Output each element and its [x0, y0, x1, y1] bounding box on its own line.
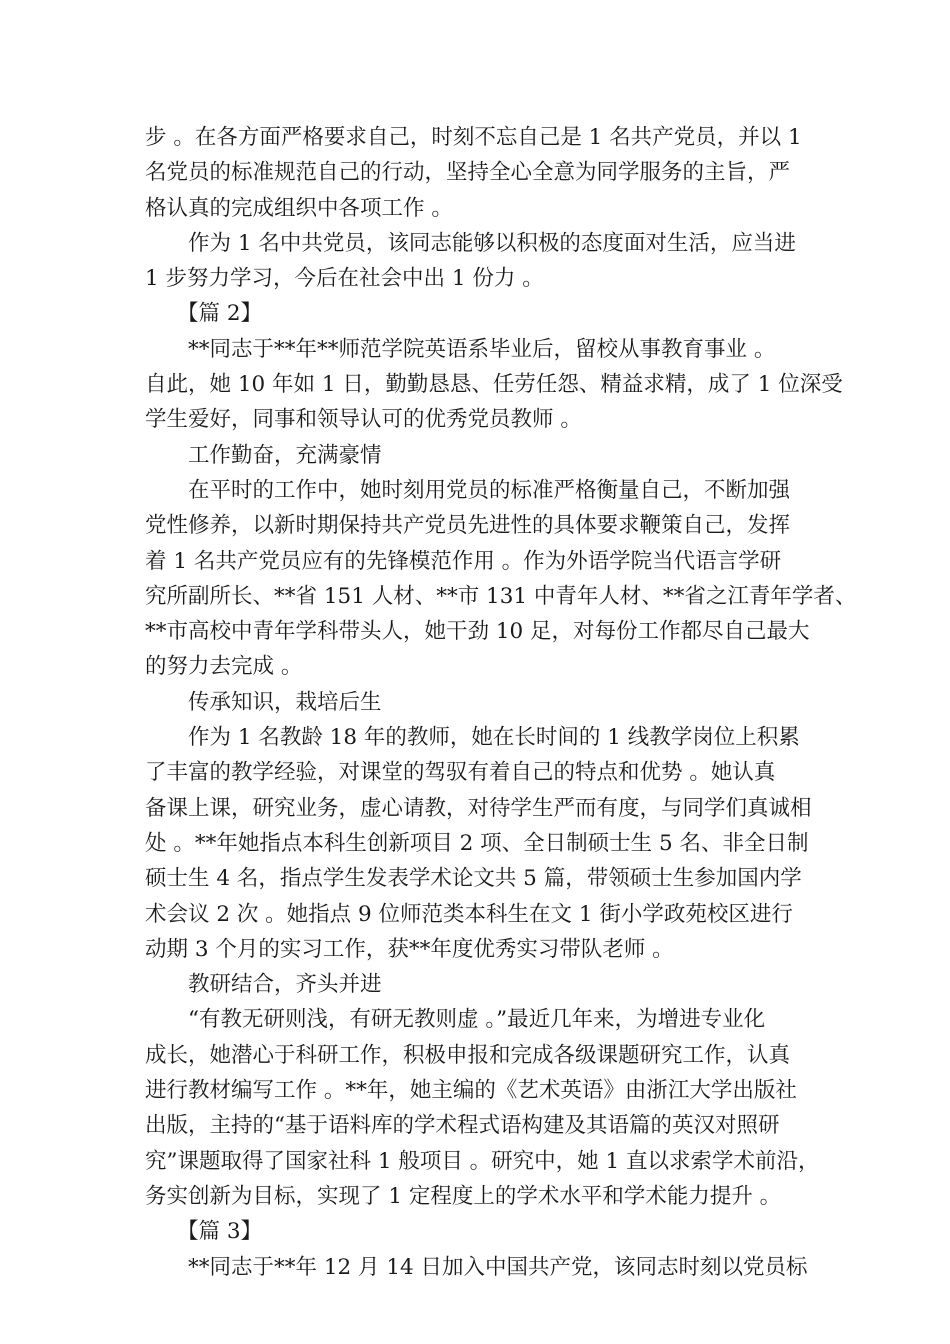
text-line: 备课上课，研究业务，虚心请教，对待学生严而有度，与同学们真诚相 — [145, 795, 812, 821]
text-line: 硕士生 4 名，指点学生发表学术论文共 5 篇，带领硕士生参加国内学 — [145, 866, 802, 892]
text-line: 成长，她潜心于科研工作，积极申报和完成各级课题研究工作，认真 — [145, 1042, 791, 1068]
subsection-title: 教研结合，齐头并进 — [188, 972, 382, 998]
text-line: 的努力去完成 。 — [145, 654, 303, 680]
text-line: 作为 1 名教龄 18 年的教师，她在长时间的 1 线教学岗位上积累 — [188, 725, 800, 751]
section-heading: 【篇 2】 — [177, 301, 263, 327]
text-line: 进行教材编写工作 。**年，她主编的《艺术英语》由浙江大学出版社 — [145, 1078, 797, 1104]
text-line: **同志于**年**师范学院英语系毕业后，留校从事教育事业 。 — [188, 336, 776, 362]
subsection-title: 传承知识，栽培后生 — [188, 689, 382, 715]
text-line: 术会议 2 次 。她指点 9 位师范类本科生在文 1 街小学政苑校区进行 — [145, 901, 793, 927]
text-line: 格认真的完成组织中各项工作 。 — [145, 195, 453, 221]
document-body — [145, 120, 857, 1285]
text-line: **市高校中青年学科带头人，她干劲 10 足，对每份工作都尽自己最大 — [145, 619, 810, 645]
text-line: 1 步努力学习，今后在社会中出 1 份力 。 — [145, 266, 544, 292]
text-line: 究所副所长、**省 151 人材、**市 131 中青年人材、**省之江青年学者、 — [145, 583, 857, 609]
text-line: 出版，主持的“基于语料库的学术程式语构建及其语篇的英汉对照研 — [145, 1113, 780, 1139]
text-line: 名党员的标准规范自己的行动，坚持全心全意为同学服务的主旨，严 — [145, 160, 791, 186]
text-line: 在平时的工作中，她时刻用党员的标准严格衡量自己，不断加强 — [188, 477, 791, 503]
text-line: “有教无研则浅，有研无教则虚 。”最近几年来，为增进专业化 — [188, 1007, 766, 1033]
subsection-title: 工作勤奋，充满豪情 — [188, 442, 382, 468]
text-line: 究”课题取得了国家社科 1 般项目 。研究中，她 1 直以求索学术前沿， — [145, 1148, 820, 1174]
text-line: 学生爱好，同事和领导认可的优秀党员教师 。 — [145, 407, 582, 433]
text-line: **同志于**年 12 月 14 日加入中国共产党，该同志时刻以党员标 — [188, 1254, 808, 1280]
text-line: 动期 3 个月的实习工作，获**年度优秀实习带队老师 。 — [145, 936, 674, 962]
text-line: 着 1 名共产党员应有的先锋模范作用 。作为外语学院当代语言学研 — [145, 548, 782, 574]
text-line: 处 。**年她指点本科生创新项目 2 项、全日制硕士生 5 名、非全日制 — [145, 830, 809, 856]
text-line: 作为 1 名中共党员，该同志能够以积极的态度面对生活，应当进 — [188, 230, 796, 256]
text-line: 务实创新为目标，实现了 1 定程度上的学术水平和学术能力提升 。 — [145, 1183, 782, 1209]
text-line: 了丰富的教学经验，对课堂的驾驭有着自己的特点和优势 。她认真 — [145, 760, 776, 786]
text-line: 自此，她 10 年如 1 日，勤勤恳恳、任劳任怨、精益求精，成了 1 位深受 — [145, 372, 843, 398]
section-heading: 【篇 3】 — [177, 1219, 263, 1245]
text-line: 步 。在各方面严格要求自己，时刻不忘自己是 1 名共产党员，并以 1 — [145, 125, 802, 150]
text-line: 党性修养，以新时期保持共产党员先进性的具体要求鞭策自己，发挥 — [145, 513, 791, 539]
